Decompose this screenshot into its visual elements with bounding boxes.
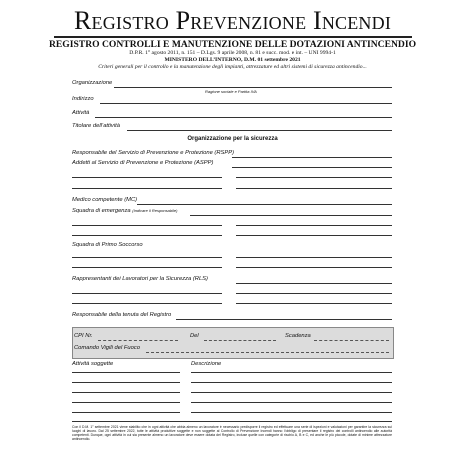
page-subtitle: REGISTRO CONTROLLI E MANUTENZIONE DELLE DOTAZIONI ANTINCENDIO [48, 39, 417, 50]
responsabile-registro-field[interactable] [176, 319, 392, 320]
aspp-field-right-2[interactable] [236, 188, 392, 189]
primo-soccorso-left-2[interactable] [72, 267, 222, 268]
del-label: Del [190, 333, 199, 339]
del-field[interactable] [204, 340, 276, 341]
attivita-row-2-right[interactable] [191, 382, 392, 383]
aspp-field-right-1[interactable] [236, 177, 392, 178]
cpi-box [72, 327, 394, 359]
attivita-row-2-left[interactable] [72, 382, 180, 383]
indirizzo-label: Indirizzo [72, 96, 94, 102]
squadra-emergenza-field[interactable] [190, 215, 392, 216]
attivita-row-1-right[interactable] [191, 372, 392, 373]
squadra-emergenza-label [72, 208, 177, 214]
indirizzo-field[interactable] [100, 103, 392, 104]
primo-soccorso-right-2[interactable] [236, 267, 392, 268]
squadra-emergenza-right-1[interactable] [236, 225, 392, 226]
responsabile-registro-label: Responsabile della tenuta del Registro [72, 312, 172, 318]
primo-soccorso-left-1[interactable] [72, 257, 222, 258]
attivita-field[interactable] [95, 117, 392, 118]
page-title: Registro Prevenzione Incendi [73, 6, 392, 35]
titolare-label: Titolare dell’attività [72, 123, 120, 129]
security-section-title: Organizzazione per la sicurezza [187, 136, 278, 142]
comando-label: Comando Vigili del Fuoco [74, 345, 140, 351]
attivita-row-5-right[interactable] [191, 412, 392, 413]
aspp-field-left-2[interactable] [72, 188, 222, 189]
rspp-field[interactable] [232, 157, 392, 158]
rspp-label: Responsabile del Servizio di Prevenzione e Protezione (RSPP) [72, 150, 235, 156]
aspp-field-left-1[interactable] [72, 177, 222, 178]
rls-label: Rappresentanti dei Lavoratori per la Sicurezza (RLS) [72, 276, 208, 282]
attivita-row-4-left[interactable] [72, 402, 180, 403]
ragione-sociale-note: Ragione sociale e Partita IVA [205, 89, 257, 94]
squadra-emergenza-right-2[interactable] [236, 235, 392, 236]
attivita-soggette-label: Attività soggette [72, 361, 114, 367]
attivita-row-4-right[interactable] [191, 402, 392, 403]
aspp-field[interactable] [232, 167, 392, 168]
primo-soccorso-label: Squadra di Primo Soccorso [72, 242, 143, 248]
cpi-number-field[interactable] [98, 340, 178, 341]
rls-field[interactable] [236, 283, 392, 284]
attivita-row-3-right[interactable] [191, 392, 392, 393]
comando-field[interactable] [146, 352, 389, 353]
rls-left-2[interactable] [72, 303, 222, 304]
ministry-reference: MINISTERO DELL’INTERNO, D.M. 01 settembre 2021 [164, 57, 301, 63]
descrizione-label: Descrizione [191, 361, 222, 367]
scadenza-label: Scadenza [285, 333, 311, 339]
cpi-label: CPI Nr. [74, 333, 93, 339]
law-reference: D.P.R. 1° agosto 2011, n. 151 – D.Lgs. 9 aprile 2008, n. 81 e succ. mod. e int. – UNI 9994-1 [129, 50, 336, 56]
scadenza-field[interactable] [314, 340, 389, 341]
title-divider [54, 36, 412, 38]
rls-right-2[interactable] [236, 303, 392, 304]
criteria-line: Criteri generali per il controllo e la manutenzione degli impianti, attrezzature ed altri sistemi di sicurezza antincendio... [98, 64, 367, 70]
rls-right-1[interactable] [236, 293, 392, 294]
organizzazione-field[interactable] [114, 87, 392, 88]
squadra-emergenza-left-1[interactable] [72, 225, 222, 226]
squadra-emergenza-text: Squadra di emergenza [72, 208, 131, 214]
titolare-field[interactable] [127, 130, 392, 131]
squadra-emergenza-note: (Indicare il Responsabile) [132, 208, 178, 213]
primo-soccorso-right-1[interactable] [236, 257, 392, 258]
footer-note: Con il D.M. 1° settembre 2021 viene stabilito che in ogni attività che abbia almeno un lavoratore è necessario predisporre il registro ed effettuare una serie di ispezioni e valutazioni per garantire la sicurezza sui luoghi di lavoro. Dal 25 settembre 2022, tutte le attività produttive soggette e non soggette al Controllo di Prevenzione Incendi hanno l’obbligo di presentare il registro dei controlli antincendio alle autorità competenti. Dunque, ogni attività in cui sia presente almeno un lavoratore deve essere dotata del Registro, incluse quelle con categorie di rischio A, B e C, ed anche le più piccole, dotate di minime attrezzature antincendio. [72, 425, 392, 442]
footer-divider [72, 421, 392, 422]
attivita-row-1-left[interactable] [72, 372, 180, 373]
squadra-emergenza-left-2[interactable] [72, 235, 222, 236]
attivita-label: Attività [72, 110, 90, 116]
mc-label: Medico competente (MC) [72, 197, 138, 203]
attivita-row-3-left[interactable] [72, 392, 180, 393]
mc-field[interactable] [137, 204, 392, 205]
organizzazione-label: Organizzazione [72, 80, 113, 86]
aspp-label: Addetti al Servizio di Prevenzione e Protezione (ASPP) [72, 160, 214, 166]
rls-left-1[interactable] [72, 293, 222, 294]
attivita-row-5-left[interactable] [72, 412, 180, 413]
